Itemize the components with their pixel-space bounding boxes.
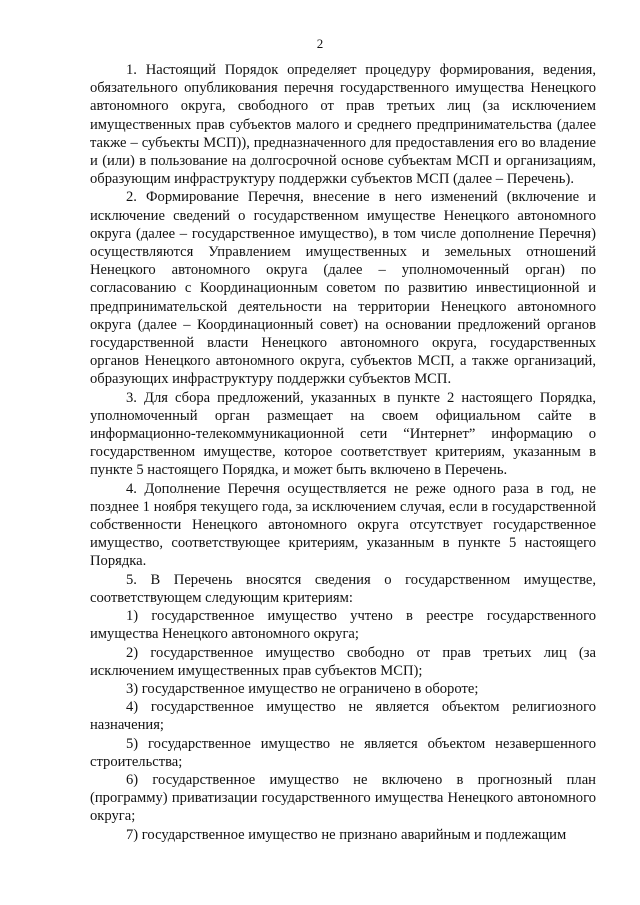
criterion-6: 6) государственное имущество не включено в прогнозный план (программу) приватизации государственного имущества Ненецкого автономного округа; bbox=[90, 771, 596, 825]
criterion-2: 2) государственное имущество свободно от прав третьих лиц (за исключением имущественных прав субъектов МСП); bbox=[90, 644, 596, 679]
paragraph-5: 5. В Перечень вносятся сведения о государственном имуществе, соответствующем следующим критериям: bbox=[90, 571, 596, 606]
criterion-7: 7) государственное имущество не признано аварийным и подлежащим bbox=[126, 826, 567, 843]
criterion-4: 4) государственное имущество не является объектом религиозного назначения; bbox=[90, 699, 596, 734]
criterion-5: 5) государственное имущество не является объектом незавершенного строительства; bbox=[90, 735, 596, 770]
paragraph-4: 4. Дополнение Перечня осуществляется не реже одного раза в год, не позднее 1 ноября текущего года, за исключением случая, если в государственной собственности Ненецкого автономного округа отсутствует государственное имущество, соответствующее критериям, указанным в пункте 5 настоящего Порядка. bbox=[90, 480, 596, 570]
paragraph-1: 1. Настоящий Порядок определяет процедуру формирования, ведения, обязательного опубликования перечня государственного имущества Ненецкого автономного округа, свободного от прав третьих лиц (за исключением имущественных прав субъектов малого и среднего предпринимательства (далее также – субъекты МСП)), предназначенного для предоставления его во владение и (или) в пользование на долгосрочной основе субъектам МСП и организациям, образующим инфраструктуру поддержки субъектов МСП (далее – Перечень). bbox=[90, 62, 596, 188]
criterion-3: 3) государственное имущество не ограничено в обороте; bbox=[126, 680, 479, 697]
paragraph-2: 2. Формирование Перечня, внесение в него изменений (включение и исключение сведений о государственном имуществе Ненецкого автономного округа (далее – государственное имущество), в том числе дополнение Перечня) осуществляются Управлением имущественных и земельных отношений Ненецкого автономного округа (далее – уполномоченный орган) по согласованию с Координационным советом по развитию инвестиционной и предпринимательской деятельности на территории Ненецкого автономного округа (далее – Координационный совет) на основании предложений органов государственной власти Ненецкого автономного округа, государственных органов Ненецкого автономного округа, субъектов МСП, а также организаций, образующих инфраструктуру поддержки субъектов МСП. bbox=[90, 189, 596, 388]
page-number: 2 bbox=[316, 36, 324, 51]
criterion-1: 1) государственное имущество учтено в реестре государственного имущества Ненецкого автономного округа; bbox=[90, 608, 596, 643]
document-body bbox=[90, 61, 596, 844]
paragraph-3: 3. Для сбора предложений, указанных в пункте 2 настоящего Порядка, уполномоченный орган размещает на своем официальном сайте в информационно-телекоммуникационной сети “Интернет” информацию о государственном имуществе, которое соответствует критериям, указанным в пункте 5 настоящего Порядка, и может быть включено в Перечень. bbox=[90, 389, 596, 479]
